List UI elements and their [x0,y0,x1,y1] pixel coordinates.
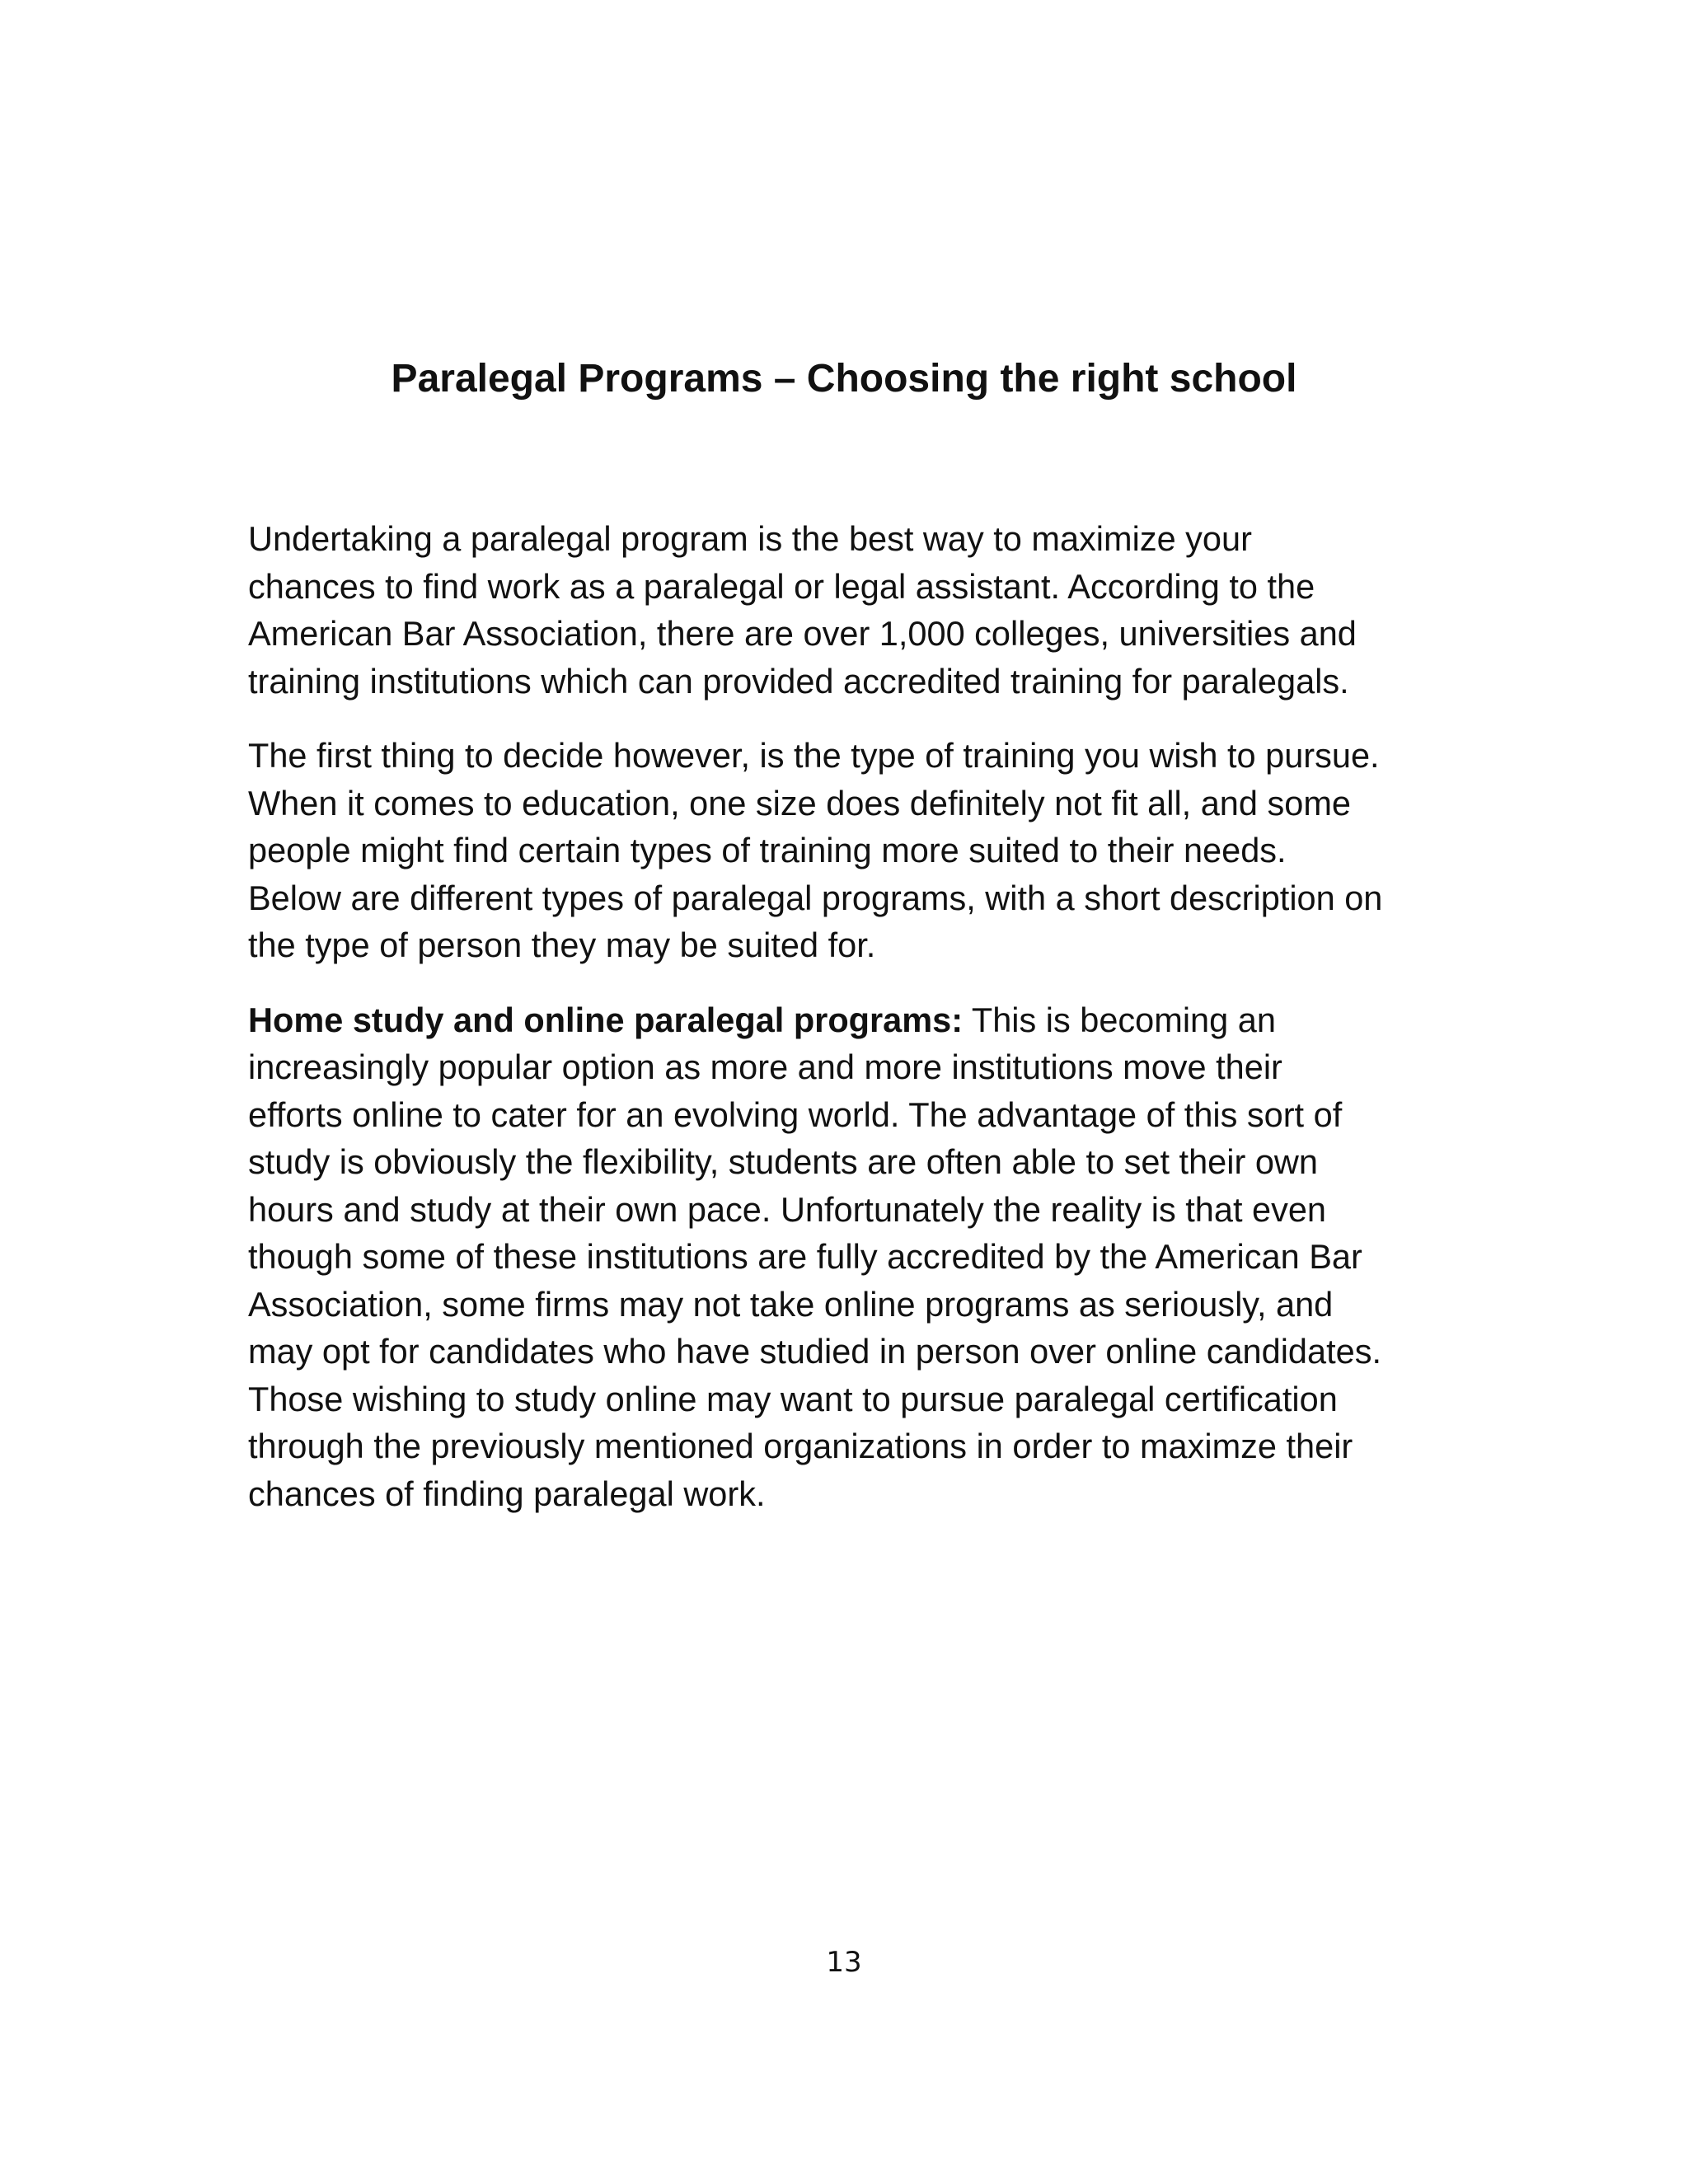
text-line: people might find certain types of training more suited to their needs. [248,831,1287,869]
text-line: When it comes to education, one size does definitely not fit all, and some [248,783,1351,823]
paragraph-training-types [248,732,1451,969]
text-line: training institutions which can provided accredited training for paralegals. [248,661,1349,701]
section-lead-in: Home study and online paralegal programs: [248,1000,964,1039]
text-line: American Bar Association, there are over 1,000 colleges, universities and [248,614,1357,653]
text-line: efforts online to cater for an evolving world. The advantage of this sort of [248,1094,1343,1134]
text-line: study is obviously the flexibility, students are often able to set their own [248,1142,1318,1181]
text-line: increasingly popular option as more and more institutions move their [248,1047,1282,1086]
text-line: The first thing to decide however, is the type of training you wish to pursue. [248,736,1380,775]
text-line: hours and study at their own pace. Unfortunately the reality is that even [248,1189,1326,1229]
body-text [248,515,1451,1544]
page-title: Paralegal Programs – Choosing the right school [391,357,1297,401]
page-number: 13 [826,1946,862,1979]
text-line: though some of these institutions are fully accredited by the American Bar [248,1237,1362,1276]
text-line: Undertaking a paralegal program is the best way to maximize your [248,519,1252,558]
text-line: may opt for candidates who have studied in person over online candidates. [248,1332,1381,1371]
paragraph-intro [248,515,1451,705]
text-line: through the previously mentioned organizations in order to maximze their [248,1427,1353,1465]
lead-in-continuation: This is becoming an [963,1000,1276,1039]
text-line: Below are different types of paralegal programs, with a short description on [248,878,1383,917]
text-line: chances to find work as a paralegal or legal assistant. According to the [248,566,1315,606]
text-line: Those wishing to study online may want to pursue paralegal certification [248,1379,1338,1418]
text-line: chances of finding paralegal work. [248,1474,766,1513]
text-line: the type of person they may be suited for. [248,926,876,964]
text-line: Association, some firms may not take online programs as seriously, and [248,1284,1334,1324]
text-line [248,996,1451,1044]
paragraph-home-study [248,996,1451,1518]
